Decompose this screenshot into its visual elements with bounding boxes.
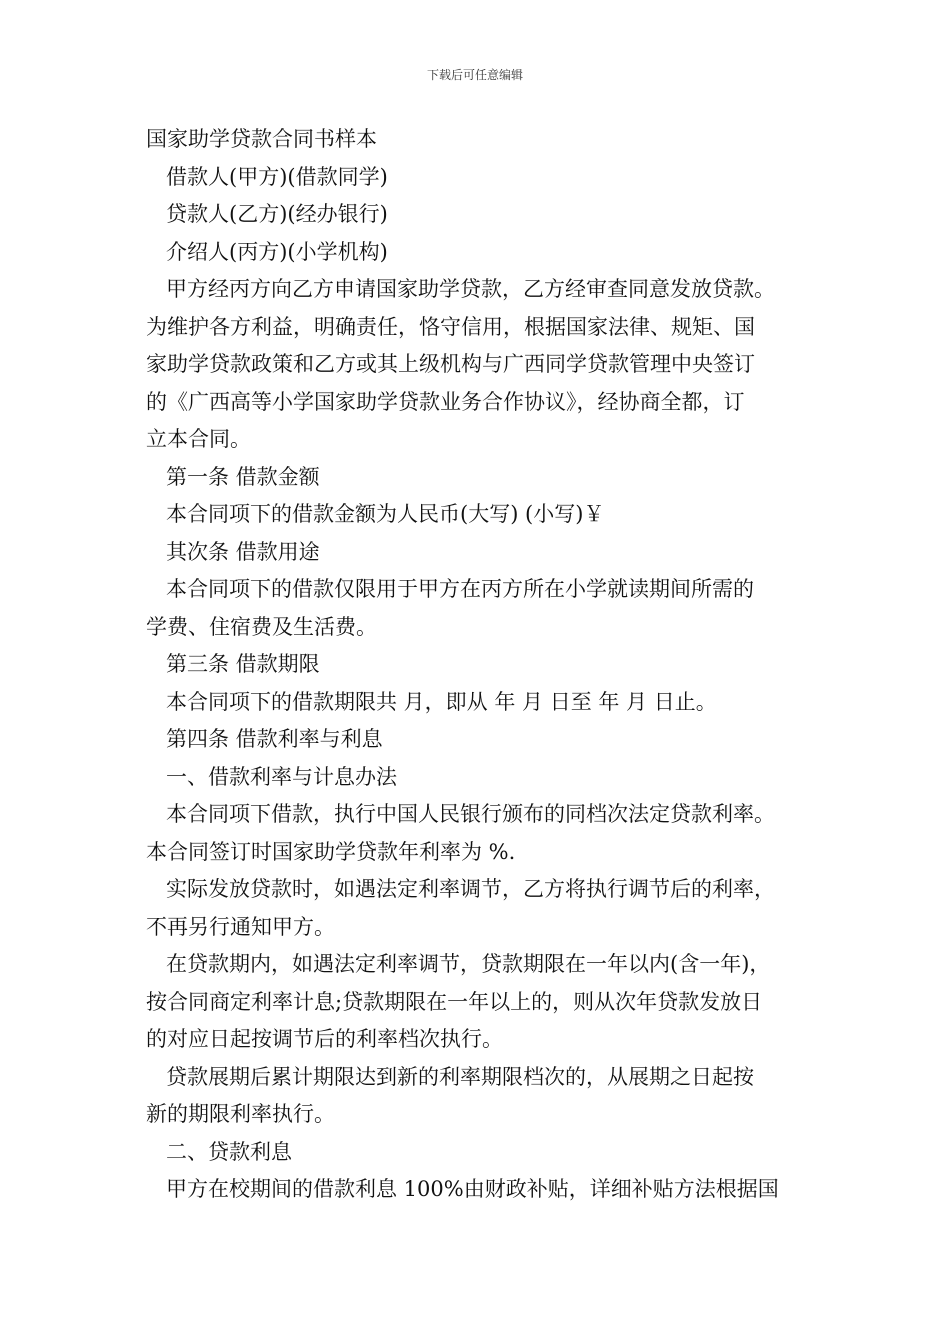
document-title: 国家助学贷款合同书样本 bbox=[146, 127, 377, 151]
intro-line: 的《广西高等小学国家助学贷款业务合作协议》，经协商全都，订 bbox=[146, 389, 745, 414]
party-borrower: 借款人(甲方)(借款同学) bbox=[166, 164, 388, 189]
article-1-title: 第一条 借款金额 bbox=[166, 464, 320, 489]
article-2-line: 学费、住宿费及生活费。 bbox=[146, 614, 377, 639]
article-2-title: 其次条 借款用途 bbox=[166, 539, 320, 564]
section-1-p1-line: 本合同签订时国家助学贷款年利率为 %. bbox=[146, 839, 516, 864]
intro-line: 家助学贷款政策和乙方或其上级机构与广西同学贷款管理中央签订 bbox=[146, 352, 755, 376]
page-header: 下载后可任意编辑 bbox=[426, 68, 523, 82]
article-3-text: 本合同项下的借款期限共 月，即从 年 月 日至 年 月 日止。 bbox=[166, 689, 717, 714]
article-3-title: 第三条 借款期限 bbox=[166, 652, 320, 676]
section-1-p2-line: 不再另行通知甲方。 bbox=[146, 914, 335, 939]
party-lender: 贷款人(乙方)(经办银行) bbox=[166, 202, 388, 226]
section-2-p1-line: 甲方在校期间的借款利息 100%由财政补贴，详细补贴方法根据国 bbox=[166, 1177, 779, 1201]
section-1-p1-line: 本合同项下借款，执行中国人民银行颁布的同档次法定贷款利率。 bbox=[166, 802, 775, 826]
article-1-text: 本合同项下的借款金额为人民币(大写) (小写)￥ bbox=[166, 502, 605, 526]
section-1-p3-line: 的对应日起按调节后的利率档次执行。 bbox=[146, 1027, 503, 1051]
section-1-title: 一、借款利率与计息办法 bbox=[166, 764, 397, 789]
section-2-title: 二、贷款利息 bbox=[166, 1139, 292, 1164]
intro-line: 甲方经丙方向乙方申请国家助学贷款，乙方经审查同意发放贷款。 bbox=[166, 277, 775, 301]
article-2-line: 本合同项下的借款仅限用于甲方在丙方所在小学就读期间所需的 bbox=[166, 577, 754, 601]
intro-line: 立本合同。 bbox=[146, 427, 251, 451]
section-1-p4-line: 新的期限利率执行。 bbox=[146, 1102, 335, 1126]
section-1-p4-line: 贷款展期后累计期限达到新的利率期限档次的，从展期之日起按 bbox=[166, 1064, 754, 1089]
section-1-p3-line: 按合同商定利率计息;贷款期限在一年以上的，则从次年贷款发放日 bbox=[146, 989, 763, 1014]
party-introducer: 介绍人(丙方)(小学机构) bbox=[166, 239, 388, 264]
document-body bbox=[146, 121, 810, 1209]
section-1-p2-line: 实际发放贷款时，如遇法定利率调节，乙方将执行调节后的利率， bbox=[166, 877, 775, 901]
article-4-title: 第四条 借款利率与利息 bbox=[166, 727, 383, 751]
intro-line: 为维护各方利益，明确责任，恪守信用，根据国家法律、规矩、国 bbox=[146, 314, 755, 339]
section-1-p3-line: 在贷款期内，如遇法定利率调节，贷款期限在一年以内(含一年)， bbox=[166, 952, 771, 976]
